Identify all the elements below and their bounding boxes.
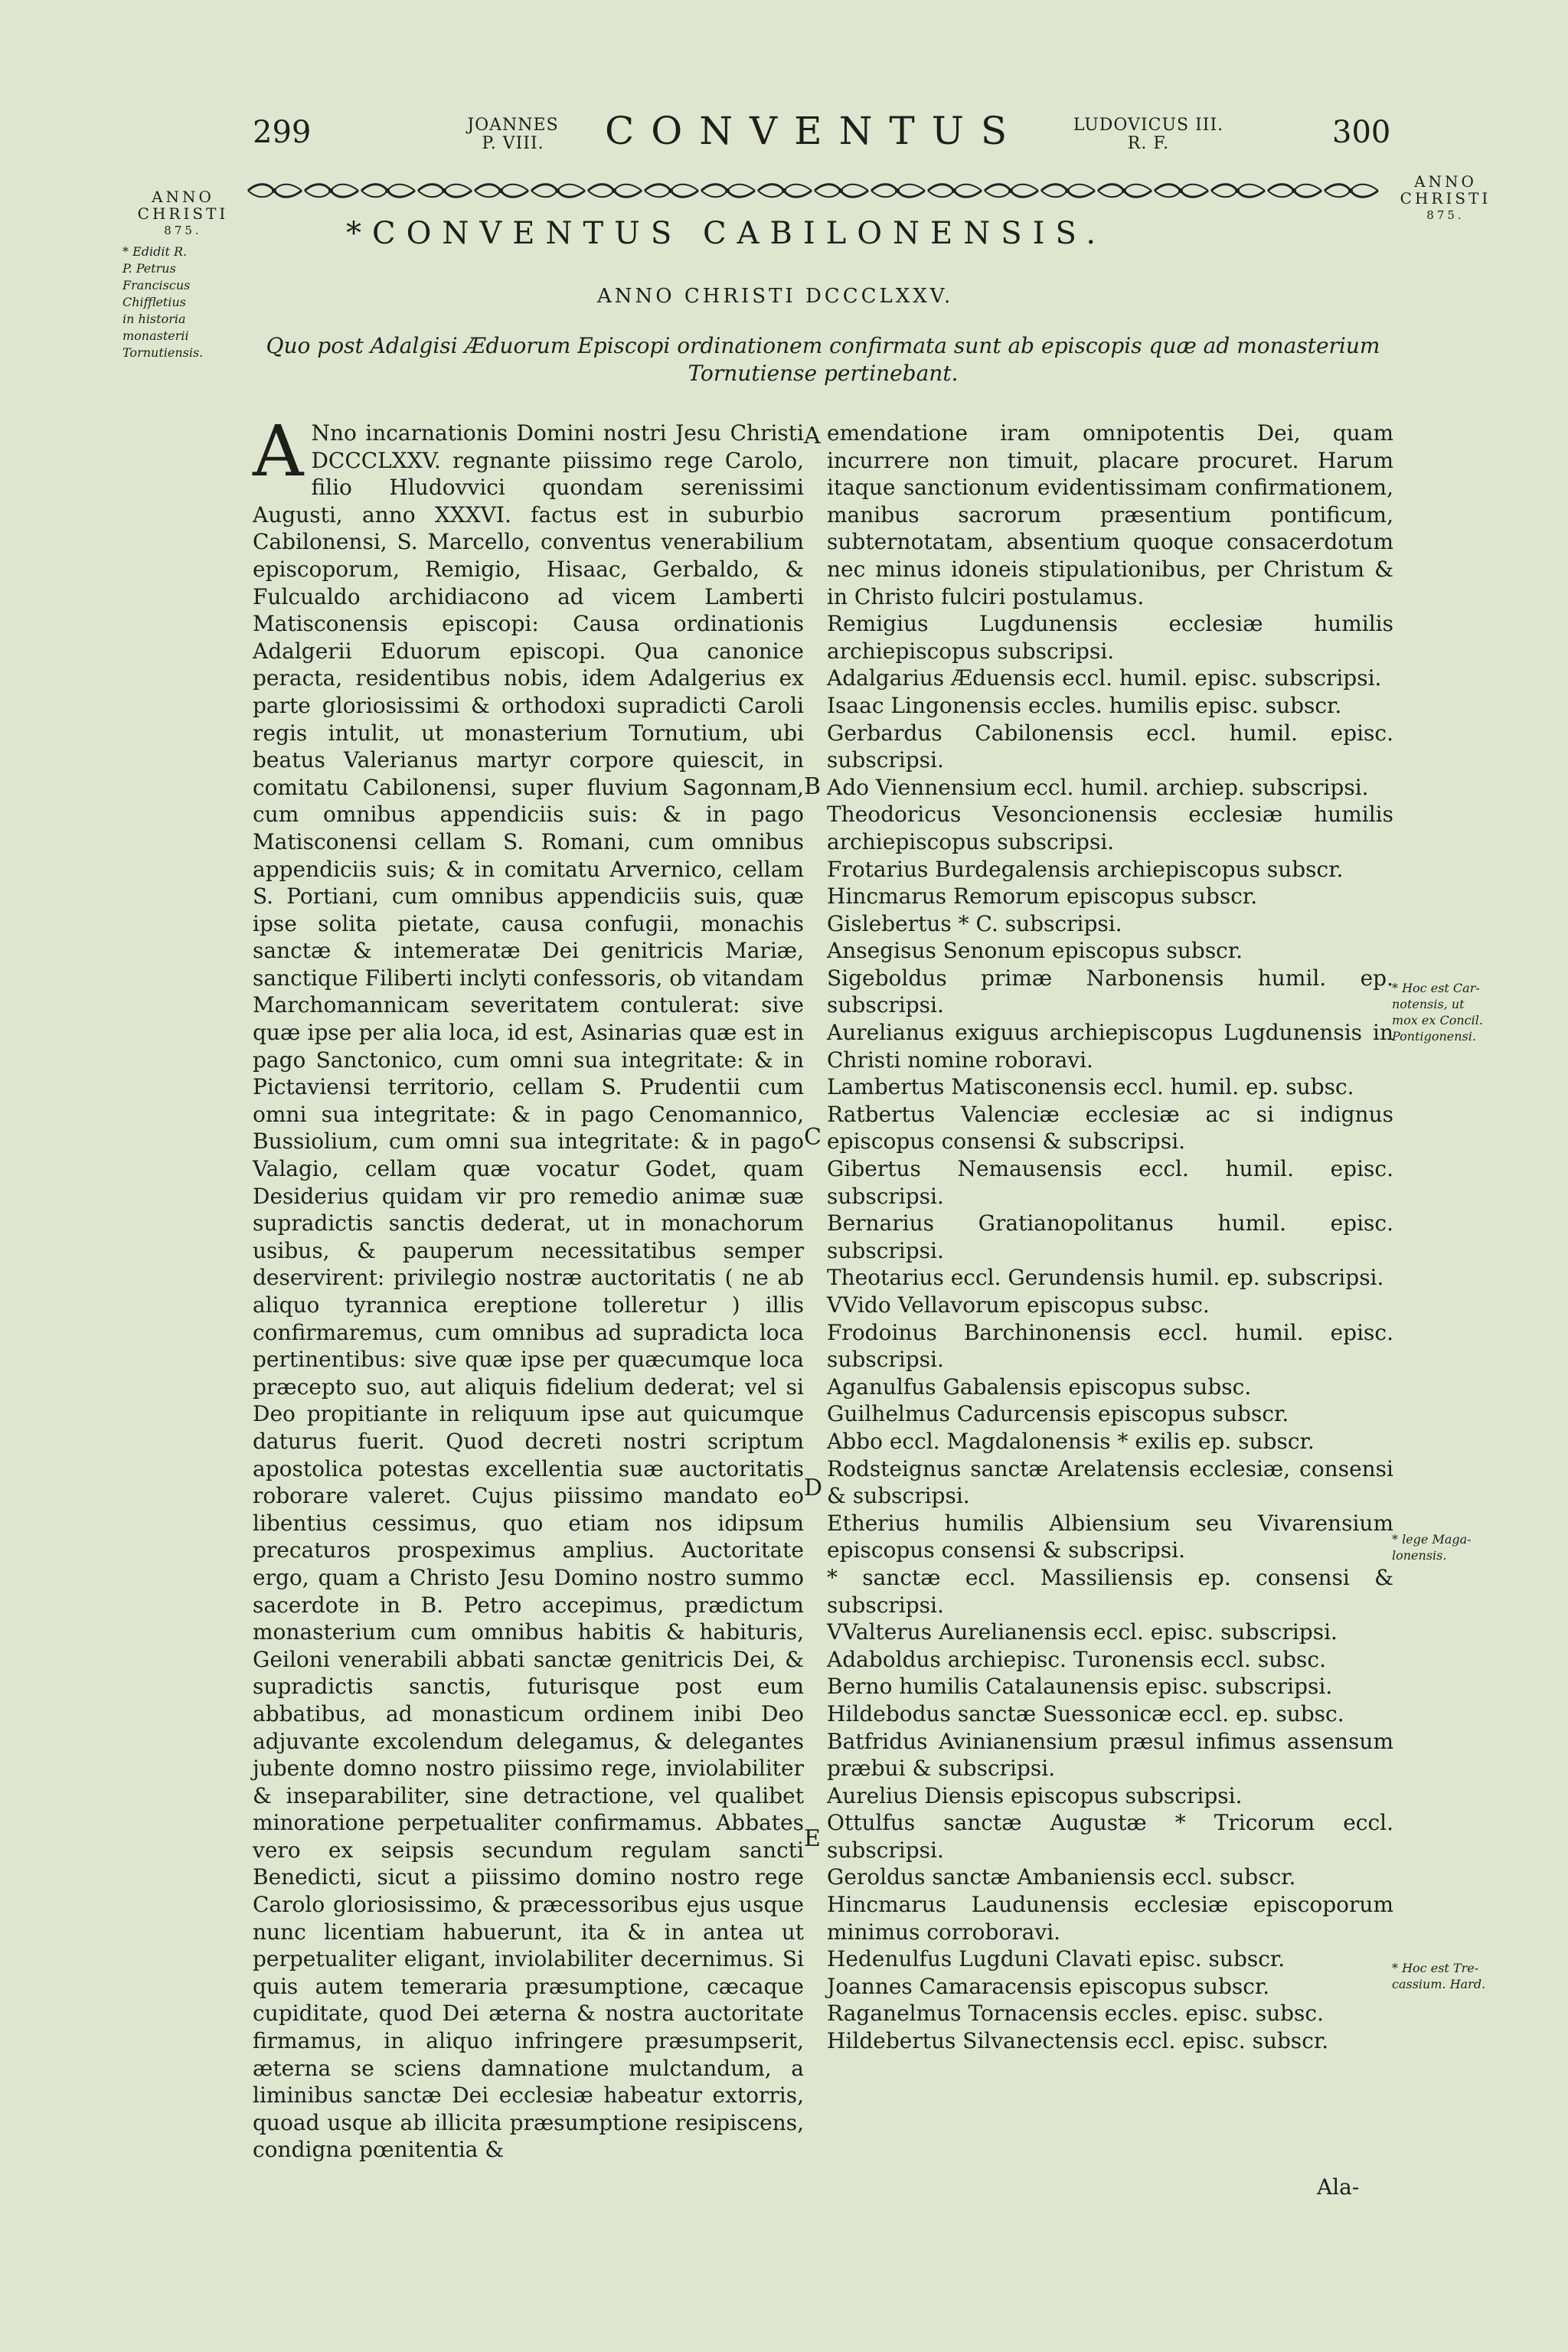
signature-line: Ottulfus sanctæ Augustæ * Tricorum eccl. subscripsi.: [827, 1810, 1393, 1863]
signature-line: Aurelianus exiguus archiepiscopus Lugdunensis in Christi nomine roboravi.: [827, 1020, 1393, 1073]
left-note-line: Franciscus: [122, 278, 191, 292]
signature-line: Frotarius Burdegalensis archiepiscopus subscr.: [827, 856, 1344, 882]
signature-line: Joannes Camaracensis episcopus subscr.: [827, 1973, 1270, 1999]
margin-anno-right: [1392, 173, 1499, 224]
signature-line: Raganelmus Tornacensis eccles. episc. subsc.: [827, 2001, 1325, 2027]
signature-line: Adaboldus archiepisc. Turonensis eccl. subsc.: [827, 1646, 1326, 1672]
signature-line: Ratbertus Valenciæ ecclesiæ ac si indignus episcopus consensi & subscripsi.: [827, 1101, 1393, 1155]
signature-line: Ansegisus Senonum episcopus subscr.: [827, 938, 1243, 964]
signature-line: Bernarius Gratianopolitanus humil. episc. subscripsi.: [827, 1210, 1393, 1263]
right-note-line: mox ex Concil.: [1392, 1013, 1483, 1027]
anno-left-line2: CHRISTI: [137, 204, 229, 223]
left-note-line: Chiffletius: [122, 295, 186, 309]
signature-line: Etherius humilis Albiensium seu Vivarensium episcopus consensi & subscripsi.: [827, 1510, 1393, 1563]
signature-line: Gerbardus Cabilonensis eccl. humil. episc. subscripsi.: [827, 720, 1393, 773]
running-head-right-line2: R. F.: [1127, 134, 1170, 153]
signature-line: Batfridus Avinianensium præsul infimus assensum præbui & subscripsi.: [827, 1728, 1393, 1782]
signature-line: Remigius Lugdunensis ecclesiæ humilis archiepiscopus subscripsi.: [827, 611, 1393, 664]
document-subtitle: ANNO CHRISTI DCCCLXXV.: [597, 285, 954, 308]
signature-line: Frodoinus Barchinonensis eccl. humil. episc. subscripsi.: [827, 1319, 1393, 1373]
right-note-line: Pontigonensi.: [1392, 1029, 1476, 1044]
section-mark-e: E: [804, 1825, 821, 1852]
ornament-band: [247, 181, 1380, 201]
anno-right-line1: ANNO: [1414, 172, 1477, 191]
running-head-right: [1041, 116, 1256, 153]
signature-line: Theotarius eccl. Gerundensis humil. ep. subscripsi.: [827, 1265, 1384, 1291]
signature-line: Aganulfus Gabalensis episcopus subsc.: [827, 1374, 1252, 1400]
signature-line: Ado Viennensium eccl. humil. archiep. subscripsi.: [827, 774, 1369, 800]
signature-line: * sanctæ eccl. Massiliensis ep. consensi & subscripsi.: [827, 1564, 1393, 1618]
anno-left-line3: 875.: [164, 224, 202, 237]
margin-anno-left: [126, 188, 240, 239]
signature-line: Theodoricus Vesoncionensis ecclesiæ humilis archiepiscopus subscripsi.: [827, 802, 1393, 854]
signature-line: Hildebodus sanctæ Suessonicæ eccl. ep. subsc.: [827, 1700, 1344, 1726]
signature-line: VVido Vellavorum episcopus subsc.: [827, 1292, 1210, 1318]
right-note-line: lonensis.: [1392, 1548, 1447, 1563]
section-mark-a: A: [804, 423, 821, 449]
signature-line: Aurelius Diensis episcopus subscripsi.: [827, 1782, 1243, 1808]
section-mark-b: B: [804, 773, 822, 800]
left-note-line: P. Petrus: [122, 261, 176, 276]
running-head-right-line1: LUDOVICUS III.: [1073, 116, 1224, 135]
signature-line: Hildebertus Silvanectensis eccl. episc. subscr.: [827, 2028, 1329, 2054]
running-title: CONVENTUS: [605, 109, 1024, 153]
running-head-left-line1: JOANNES: [467, 116, 559, 135]
signature-line: Isaac Lingonensis eccles. humilis episc. subscr.: [827, 692, 1342, 718]
signature-line: Hincmarus Laudunensis ecclesiæ episcoporum minimus corroboravi.: [827, 1892, 1393, 1945]
document-summary: Quo post Adalgisi Æduorum Episcopi ordinationem confirmata sunt ab episcopis quæ ad monasterium Tornutiense pertinebant.: [266, 333, 1380, 386]
margin-note-left: [122, 243, 234, 361]
right-note-line: cassium. Hard.: [1392, 1977, 1486, 1991]
running-head-left-line2: P. VIII.: [482, 134, 544, 153]
signature-line: Lambertus Matisconensis eccl. humil. ep. subsc.: [827, 1074, 1354, 1100]
left-note-line: monasterii: [122, 328, 189, 343]
right-note-line: * Hoc est Car-: [1392, 981, 1480, 995]
column-left-text: Nno incarnationis Domini nostri Jesu Christi DCCCLXXV. regnante piissimo rege Carolo, filio Hludovvici quondam serenissimi Augusti, anno XXXVI. factus est in suburbio Cabilonensi, S. Marcello, conventus venerabilium episcoporum, Remigio, Hisaac, Gerbaldo, & Fulcualdo archidiacono ad vicem Lamberti Matisconensis episcopi: Causa ordinationis Adalgerii Eduorum episcopi. Qua canonice peracta, residentibus nobis, idem Adalgerius ex parte gloriosissimi & orthodoxi supradicti Caroli regis intulit, ut monasterium Tornutium, ubi beatus Valerianus martyr corpore quiescit, in comitatu Cabilonensi, super fluvium Sagonnam, cum omnibus appendiciis suis: & in pago Matisconensi cellam S. Romani, cum omnibus appendiciis suis; & in comitatu Arvernico, cellam S. Portiani, cum omnibus appendiciis suis, quæ ipse solita pietate, causa confugii, monachis sanctæ & intemeratæ Dei genitricis Mariæ, sanctique Filiberti inclyti confessoris, ob vitandam Marchomannicam severitatem contulerat: sive quæ ipse per alia loca, id est, Asinarias quæ est in pago Sanctonico, cum omni sua integritate: & in Pictaviensi territorio, cellam S. Prudentii cum omni sua integritate: & in pago Cenomannico, Bussiolium, cum omni sua integritate: & in pago Valagio, cellam quæ vocatur Godet, quam Desiderius quidam vir pro remedio animæ suæ supradictis sanctis dederat, ut in monachorum usibus, & pauperum necessitatibus semper deservirent: privilegio nostræ auctoritatis ( ne ab aliquo tyrannica ereptione tolleretur ) illis confirmaremus, cum omnibus ad supradicta loca pertinentibus: sive quæ ipse per quæcumque loca præcepto suo, aut aliquis fidelium dederat; vel si Deo propitiante in reliquum ipse aut quicumque daturus fuerit. Quod decreti nostri scriptum apostolica potestas excellentia suæ auctoritatis roborare valeret. Cujus piissimo mandato eo libentius cessimus, quo etiam nos idipsum precaturos prospeximus amplius. Auctoritate ergo, quam a Christo Jesu Domino nostro summo sacerdote in B. Petro accepimus, prædictum monasterium cum omnibus habitis & habituris, Geiloni venerabili abbati sanctæ genitricis Dei, & supradictis sanctis, futurisque post eum abbatibus, ad monasticum ordinem inibi Deo adjuvante excolendum delegamus, & delegantes jubente domno nostro piissimo rege, inviolabiliter & inseparabiliter, sine detractione, vel qualibet minoratione perpetualiter confirmamus. Abbates vero ex seipsis secundum regulam sancti Benedicti, sicut a piissimo domino nostro rege Carolo gloriosissimo, & præcessoribus ejus usque nunc licentiam habuerunt, ita & in antea ut perpetualiter eligant, inviolabiliter decernimus. Si quis autem temeraria præsumptione, cæcaque cupiditate, quod Dei æterna & nostra auctoritate firmamus, in aliquo infringere præsumpserit, æterna se sciens damnatione mulctandum, a liminibus sanctæ Dei ecclesiæ habeatur extorris, quoad usque ab illicita præsumptione resipiscens, condigna pœnitentia &: [253, 420, 804, 2163]
text-column-left: [253, 410, 804, 2164]
drop-cap: A: [253, 410, 304, 492]
document-title: *CONVENTUS CABILONENSIS.: [346, 216, 1107, 251]
anno-left-line1: ANNO: [152, 188, 214, 206]
signature-line: Gibertus Nemausensis eccl. humil. episc. subscripsi.: [827, 1156, 1393, 1209]
margin-note-right-3: [1392, 1960, 1507, 1992]
margin-note-right-1: [1392, 980, 1507, 1044]
text-column-right: [827, 420, 1393, 2055]
signature-line: Adalgarius Æduensis eccl. humil. episc. subscripsi.: [827, 665, 1382, 691]
signature-line: Hedenulfus Lugduni Clavati episc. subscr.: [827, 1946, 1285, 1972]
signature-line: Gislebertus * C. subscripsi.: [827, 910, 1122, 936]
column-right-paragraph: emendatione iram omnipotentis Dei, quam incurrere non timuit, placare procuret. Harum itaque sanctionum evidentissimam confirmationem, manibus sacrorum præsentium pontificum, subternotatam, absentium quoque consacerdotum nec minus idoneis stipulationibus, per Christum & in Christo fulciri postulamus.: [827, 420, 1393, 609]
left-note-line: in historia: [122, 312, 186, 326]
catchword: Ala-: [1317, 2174, 1360, 2200]
page-number-left: 299: [253, 115, 312, 150]
left-note-line: * Edidit R.: [122, 244, 188, 259]
page-number-right: 300: [1332, 115, 1391, 150]
right-note-line: * lege Maga-: [1392, 1532, 1472, 1547]
section-mark-d: D: [804, 1475, 823, 1501]
signature-line: VValterus Aurelianensis eccl. episc. subscripsi.: [827, 1619, 1338, 1645]
left-note-line: Tornutiensis.: [122, 345, 204, 360]
anno-right-line3: 875.: [1426, 208, 1465, 222]
signature-line: Abbo eccl. Magdalonensis * exilis ep. subscr.: [827, 1428, 1315, 1454]
anno-right-line2: CHRISTI: [1400, 189, 1491, 207]
running-head-left: [406, 116, 620, 153]
signature-line: Berno humilis Catalaunensis episc. subscripsi.: [827, 1674, 1333, 1700]
signature-line: Sigeboldus primæ Narbonensis humil. ep. subscripsi.: [827, 965, 1393, 1018]
signature-line: Rodsteignus sanctæ Arelatensis ecclesiæ, consensi & subscripsi.: [827, 1455, 1393, 1509]
section-mark-c: C: [804, 1124, 822, 1151]
margin-note-right-2: [1392, 1531, 1507, 1563]
signature-line: Geroldus sanctæ Ambaniensis eccl. subscr.: [827, 1864, 1296, 1890]
signature-line: Guilhelmus Cadurcensis episcopus subscr.: [827, 1401, 1289, 1427]
right-note-line: * Hoc est Tre-: [1392, 1961, 1479, 1975]
signature-line: Hincmarus Remorum episcopus subscr.: [827, 884, 1258, 910]
right-note-line: notensis, ut: [1392, 997, 1465, 1011]
